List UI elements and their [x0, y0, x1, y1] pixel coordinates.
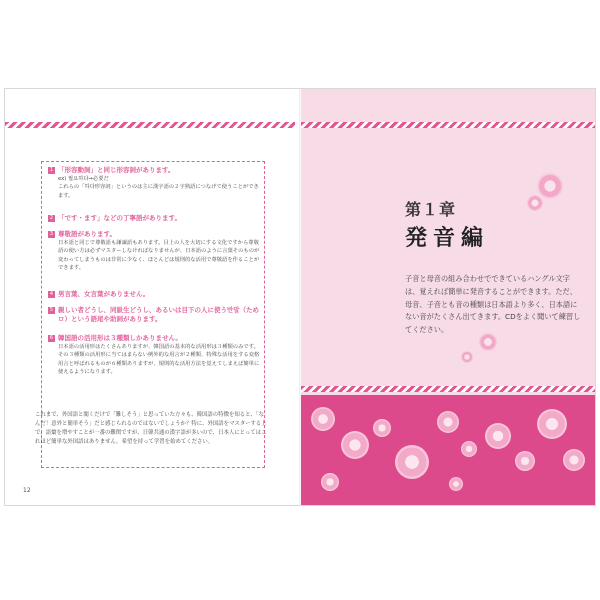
- item-line: これらの「하다形容詞」というのは主に漢字語の２字熟語につなげて使うことができます。: [58, 184, 259, 199]
- list-item: [48, 166, 262, 200]
- flower-decoration: [373, 419, 391, 437]
- chapter-number: 第１章: [405, 200, 457, 219]
- flower-decoration: [437, 411, 459, 433]
- flower-decoration: [537, 409, 567, 439]
- flower-decoration: [341, 431, 369, 459]
- item-title: 親しい者どうし、同級生どうし、あるいは目下の人に使う반말（ためロ）という語尾や助詞があります。: [58, 306, 260, 323]
- flower-decoration: [527, 195, 543, 211]
- flower-decoration: [449, 477, 463, 491]
- flower-decoration: [461, 441, 477, 457]
- item-number: 3: [49, 231, 54, 237]
- list-item: [48, 306, 262, 324]
- item-number: 4: [49, 291, 54, 297]
- item-number: 2: [49, 215, 54, 221]
- item-line: ex) 필요하다→必要だ: [58, 176, 109, 182]
- page-number: 12: [23, 487, 31, 494]
- list-item: [48, 230, 262, 273]
- flower-decoration: [461, 351, 473, 363]
- item-line: 日本語と同じで尊敬語も謙譲語もあります。目上の人を大切にする文化ですから尊敬語の使い方は必ずマスターしなければなりませんが、日本語のように言葉そのものが変わってしまうものは非常に少なく、ほとんどは規則的な活用で尊敬語を作ることができます。: [58, 240, 260, 272]
- flower-decoration: [311, 407, 335, 431]
- chapter-title: 発音編: [405, 226, 490, 251]
- item-number: 1: [49, 167, 54, 173]
- flower-decoration: [321, 473, 339, 491]
- right-page: [301, 89, 595, 505]
- item-title: 「です・ます」などの丁寧語があります。: [58, 214, 181, 222]
- stripe-divider: [5, 122, 295, 128]
- stripe-divider: [301, 122, 595, 128]
- item-title: 「形容動詞」と同じ形容詞があります。: [58, 166, 175, 174]
- item-number: 6: [49, 335, 54, 341]
- list-item: [48, 214, 262, 223]
- flower-decoration: [563, 449, 585, 471]
- item-title: 男言葉、女言葉がありません。: [58, 290, 150, 298]
- flower-decoration: [515, 451, 535, 471]
- list-item: [48, 334, 262, 377]
- flower-decoration: [395, 445, 429, 479]
- item-line: 日本語の活用形はたくさんありますが、韓国語の基本的な活用形は３種類のみです。その３種類の活用形に当てはまらない例外的な用言が２種類、特殊な活用をする変格用言と呼ばれるものが６種類ありますが、規則的な活用方法を覚えてしまえば簡単に使えるようになります。: [58, 344, 260, 376]
- flower-decoration: [537, 173, 563, 199]
- closing-paragraph: これまで、外国語と聞くだけで「難しそう」と思っていた方々も、韓国語の特徴を知ると、「なんだ！意外と簡単そう」だと感じられるのではないでしょうか？特に、外国語をマスターする上で、語彙を増やすことが一番の難関ですが、日韓共通の漢字語が多いので、日本人にとってはこれほど簡単な外国語はありません。希望を持って学習を始めてください。: [35, 412, 267, 445]
- book-spread: [4, 88, 596, 506]
- item-title: 韓国語の活用形は３種類しかありません。: [58, 334, 182, 342]
- list-item: [48, 290, 262, 299]
- flower-decoration: [485, 423, 511, 449]
- item-title: 尊敬語があります。: [58, 230, 116, 238]
- intro-paragraph: 子音と母音の組み合わせでできているハングル文字は、覚えれば簡単に発音することができます。ただ、母音、子音とも音の種類は日本語より多く、日本語にない音がたくさん出てきます。CDをよく聞いて練習してください。: [405, 274, 581, 335]
- item-number: 5: [49, 307, 54, 313]
- left-page: [5, 89, 301, 505]
- stripe-divider: [301, 386, 595, 392]
